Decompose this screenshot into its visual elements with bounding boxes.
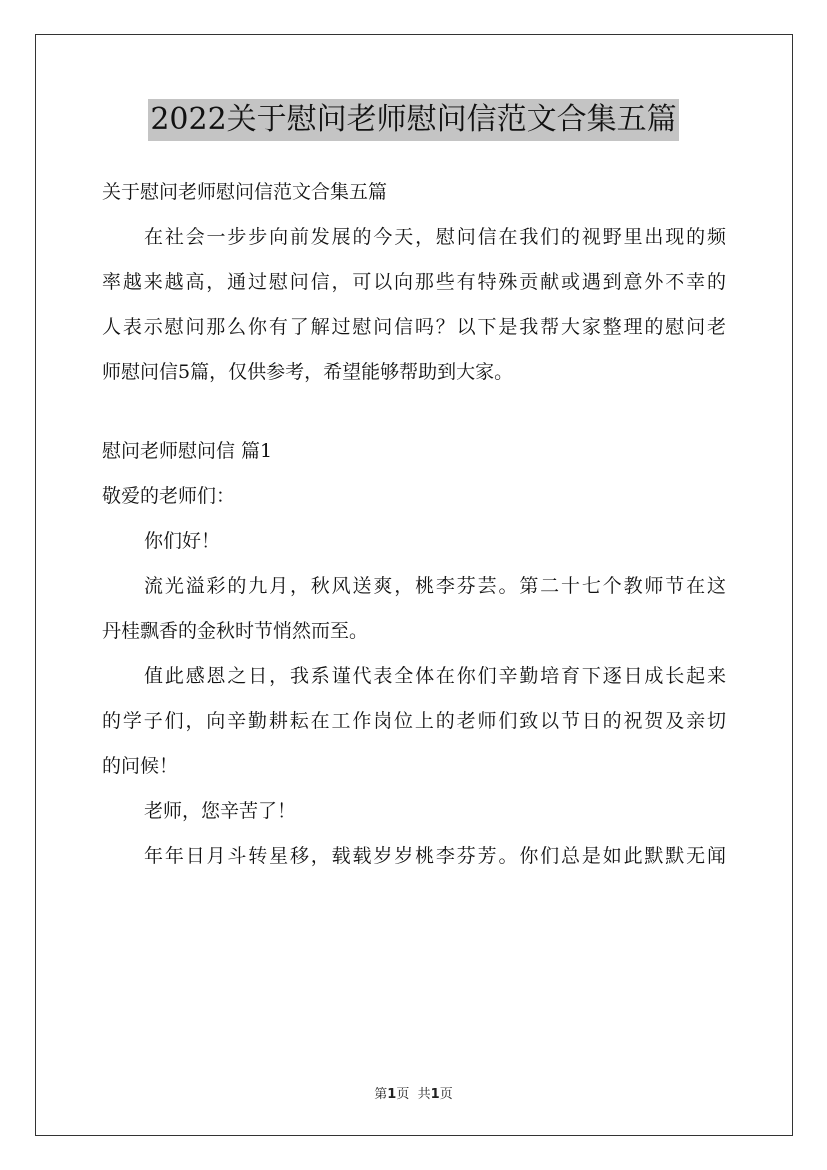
title-container (0, 99, 827, 141)
document-body (102, 170, 726, 879)
greeting: 你们好！ (144, 530, 221, 552)
total-prefix: 共 (417, 1087, 431, 1102)
page-current: 1 (387, 1087, 397, 1102)
paragraph-2 (102, 654, 726, 789)
intro-line-1: 在社会一步步向前发展的今天，慰问信在我们的视野里出现的频 (144, 226, 726, 248)
page-prefix: 第 (374, 1087, 388, 1102)
paragraph-4 (102, 834, 726, 879)
total-pages: 1 (430, 1087, 440, 1102)
para2-line-3: 的问候！ (102, 755, 179, 777)
para4-line-1: 年年日月斗转星移，载载岁岁桃李芬芳。你们总是如此默默无闻 (144, 845, 726, 867)
para1-line-2: 丹桂飘香的金秋时节悄然而至。 (102, 620, 369, 642)
intro-line-4: 师慰问信5篇，仅供参考，希望能够帮助到大家。 (102, 361, 514, 383)
document-title: 2022关于慰问老师慰问信范文合集五篇 (148, 99, 678, 141)
salutation: 敬爱的老师们： (102, 485, 236, 507)
paragraph-3: 老师，您辛苦了！ (144, 800, 297, 822)
page-suffix: 页 (396, 1087, 410, 1102)
para2-line-2: 的学子们，向辛勤耕耘在工作岗位上的老师们致以节日的祝贺及亲切 (102, 710, 726, 732)
section-gap (102, 395, 726, 429)
intro-paragraph (102, 215, 726, 395)
document-subtitle: 关于慰问老师慰问信范文合集五篇 (102, 181, 388, 203)
paragraph-1 (102, 564, 726, 654)
para2-line-1: 值此感恩之日，我系谨代表全体在你们辛勤培育下逐日成长起来 (144, 665, 726, 687)
total-suffix: 页 (439, 1087, 453, 1102)
intro-line-3: 人表示慰问那么你有了解过慰问信吗？以下是我帮大家整理的慰问老 (102, 316, 726, 338)
intro-line-2: 率越来越高，通过慰问信，可以向那些有特殊贡献或遇到意外不幸的 (102, 271, 726, 293)
para1-line-1: 流光溢彩的九月，秋风送爽，桃李芬芸。第二十七个教师节在这 (144, 575, 726, 597)
section-heading: 慰问老师慰问信 篇1 (102, 440, 273, 462)
page-footer (0, 1083, 827, 1102)
